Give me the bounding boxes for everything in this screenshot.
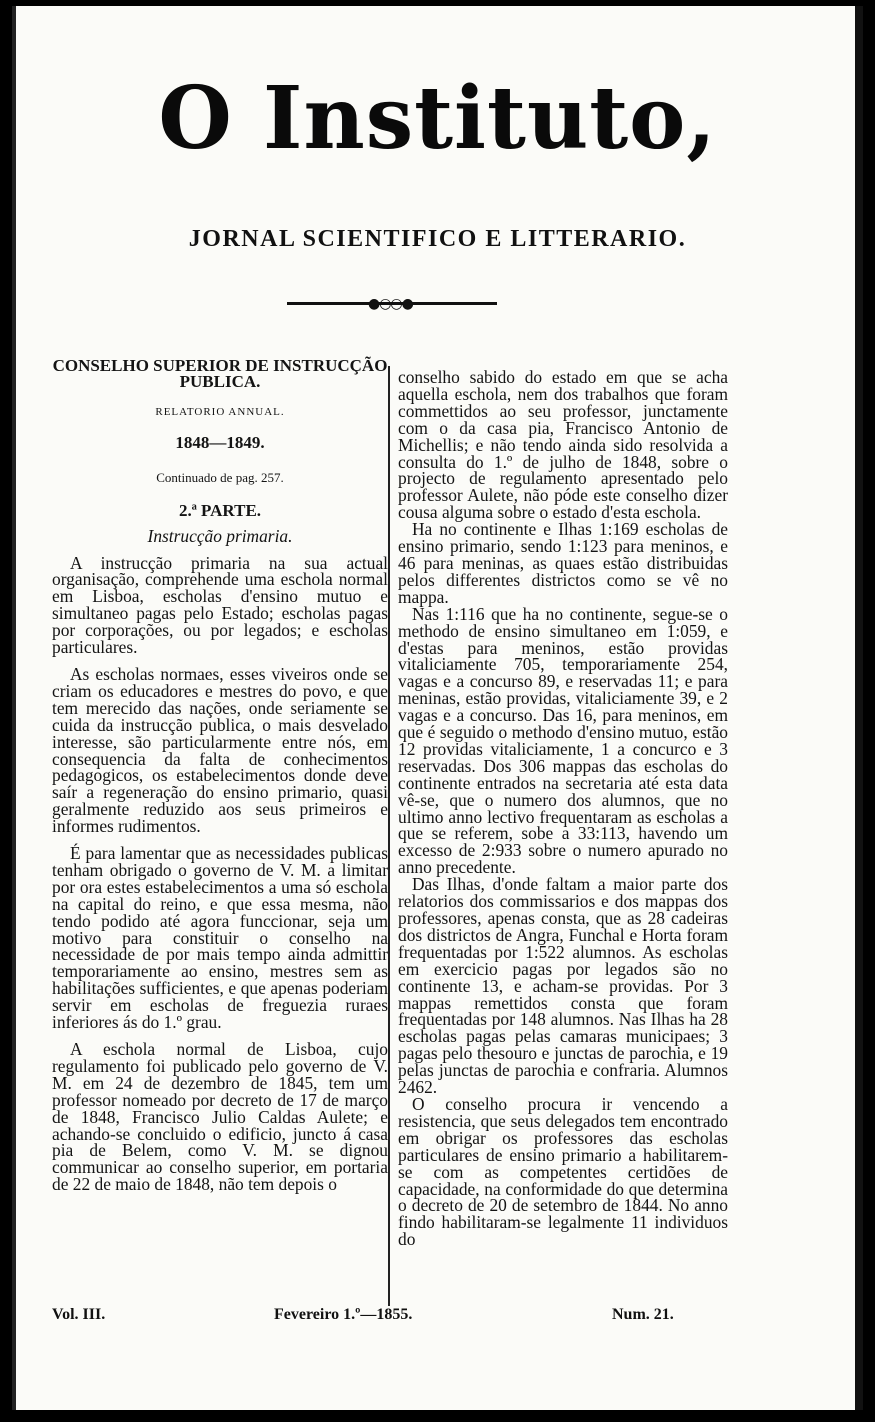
continued-note: Continuado de pag. 257. xyxy=(156,469,284,485)
left-paragraph: É para lamentar que as necessidades publicas tenham obrigado o governo de V. M. a limitar por ora estes estabelecimentos a uma só eschola na capital do reino, e que essa mesma, não tendo podido até agora funccionar, seja um motivo para constituir o conselho na necessidade de por mais tempo ainda admittir temporariamente ao ensino, mestres sem as habilitações sufficientes, e que apenas poderiam servir em escholas de freguezia ruraes inferiores ás do 1.º grau. xyxy=(52,843,388,1033)
footer-volume: Vol. III. xyxy=(52,1306,106,1323)
footer-number: Num. 21. xyxy=(612,1306,674,1323)
article-title: CONSELHO SUPERIOR DE INSTRUCÇÃO PUBLICA. xyxy=(52,356,388,391)
part-heading: 2.ª PARTE. xyxy=(178,500,262,520)
rule-ornament: ●○○● xyxy=(368,296,413,312)
right-column xyxy=(398,369,728,1248)
left-paragraph: A instrucção primaria na sua actual organisação, comprehende uma eschola normal em Lisboa, escholas d'ensino mutuo e simultaneo pagas pelo Estado; escholas pagas por corporações, ou por legados; e escholas particulares. xyxy=(52,552,388,658)
right-paragraph: conselho sabido do estado em que se acha aquella eschola, nem dos trabalhos que foram commettidos ao seu professor, junctamente com o da casa pia, Francisco Antonio de Michellis; e não tendo ainda sido resolvida a consulta do 1.º de julho de 1848, sobre o projecto de regulamento apresentado pelo professor Aulete, não póde este conselho dizer cousa alguma sobre o estado d'esta eschola. xyxy=(398,367,728,523)
left-paragraph: As escholas normaes, esses viveiros onde se criam os educadores e mestres do povo, e que tem merecido das nações, onde seriamente se cuida da instrucção publica, o mais desvelado interesse, são particularmente entre nós, em consequencia da falta de conhecimentos pedagogicos, os estabelecimentos donde deve saír a regeneração do ensino primario, quasi geralmente reduzido aos seus primeiros e informes rudimentos. xyxy=(52,663,388,837)
scan-edge-right xyxy=(855,6,863,1410)
scan-edge-left xyxy=(12,6,16,1410)
right-paragraph: Das Ilhas, d'onde faltam a maior parte dos relatorios dos commissarios e dos mappas dos professores, apenas consta, que as 28 cadeiras dos districtos de Angra, Funchal e Horta foram frequentadas por 1:522 alumnos. As escholas em exercicio pagas por legados são no continente 13, e acham-se providas. Por 3 mappas remettidos consta que foram frequentadas por 148 alumnos. Nas Ilhas ha 28 escholas pagas pelas camaras municipaes; 3 pagas pelo thesouro e junctas de parochia, e 19 pelas junctas de parochia e confraria. Alumnos 2462. xyxy=(398,874,728,1098)
masthead-title: O Instituto, xyxy=(158,68,717,169)
left-paragraph: A eschola normal de Lisboa, cujo regulamento foi publicado pelo governo de V. M. em 24 de dezembro de 1845, tem um professor nomeado por decreto de 17 de março de 1848, Francisco Julio Caldas Aulete; e achando-se concluido o edificio, juncto á casa pia de Belem, como V. M. se dignou communicar ao conselho superior, em portaria de 22 de maio de 1848, não tem depois o xyxy=(52,1039,388,1195)
newspaper-page xyxy=(12,6,863,1410)
section-heading: Instrucção primaria. xyxy=(147,525,293,546)
article-kicker: RELATORIO ANNUAL. xyxy=(155,406,285,418)
right-paragraph: Nas 1:116 que ha no continente, segue-se o methodo de ensino simultaneo em 1:059, e d'estas para meninos, estão providas vitaliciamente 705, temporariamente 254, vagas e a concurso 89, e reservadas 11; e para meninas, estão providas, vitaliciamente 39, e 2 vagas e a concurso. Das 16, para meninos, em que é seguido o methodo d'ensino mutuo, estão 12 providas vitaliciamente, 1 a concurco e 3 reservadas. Dos 306 mappas das escholas do continente entrados na secretaria até esta data vê-se, que o numero dos alumnos, que no ultimo anno lectivo frequentaram as escholas a que se referem, sobe a 33:113, havendo um excesso de 2:933 sobre o numero apurado no anno precedente. xyxy=(398,603,728,878)
left-column xyxy=(52,358,388,1193)
footer-date: Fevereiro 1.º—1855. xyxy=(274,1306,413,1323)
masthead-subtitle: JORNAL SCIENTIFICO E LITTERARIO. xyxy=(188,226,687,252)
article-years: 1848—1849. xyxy=(175,432,265,452)
right-paragraph: O conselho procura ir vencendo a resistencia, que seus delegados tem encontrado em obrigar os professores das escholas particulares de ensino primario a habilitarem-se com as competentes certidões de capacidade, na conformidade do que determina o decreto de 20 de setembro de 1844. No anno findo habilitaram-se legalmente 11 individuos do xyxy=(398,1093,728,1250)
column-divider xyxy=(388,366,390,1306)
right-paragraph: Ha no continente e Ilhas 1:169 escholas de ensino primario, sendo 1:123 para meninos, e 46 para meninas, as quaes estão distribuidas pelos differentes districtos como se vê no mappa. xyxy=(398,519,728,607)
